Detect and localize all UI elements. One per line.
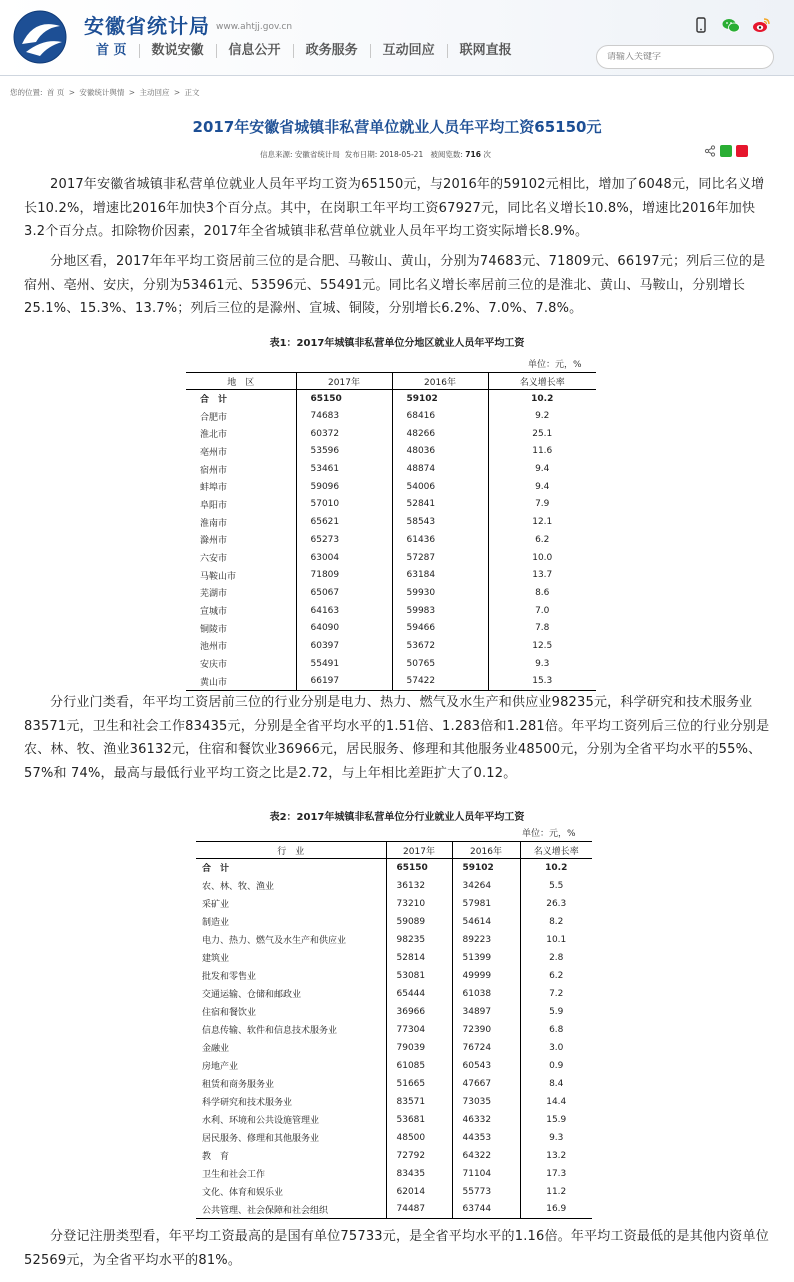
growth-rate: 10.1 <box>520 931 592 949</box>
value-2017: 63004 <box>296 549 392 567</box>
row-label: 铜陵市 <box>200 624 228 635</box>
value-2016: 49999 <box>452 967 520 985</box>
growth-rate: 8.2 <box>520 913 592 931</box>
value-2017: 53461 <box>296 460 392 478</box>
col-header-growth: 名义增长率 <box>520 842 592 859</box>
value-2017: 79039 <box>386 1039 452 1057</box>
value-2016: 68416 <box>392 407 488 425</box>
value-2017: 64163 <box>296 602 392 620</box>
meta-date-label: 发布日期: <box>344 150 378 159</box>
value-2016: 34897 <box>452 1003 520 1021</box>
value-2017: 53681 <box>386 1111 452 1129</box>
share-weibo-icon[interactable] <box>736 145 748 157</box>
value-2016: 44353 <box>452 1129 520 1147</box>
row-label: 宿州市 <box>200 465 228 476</box>
value-2016: 46332 <box>452 1111 520 1129</box>
table-row <box>186 531 596 549</box>
meta-views-label: 被阅览数: <box>430 150 463 159</box>
value-2016: 60543 <box>452 1057 520 1075</box>
nav-data-anhui[interactable]: 数说安徽 <box>139 44 216 58</box>
meta-source-label: 信息来源: <box>260 150 293 159</box>
share-wechat-icon[interactable] <box>720 145 732 157</box>
value-2017: 55491 <box>296 655 392 673</box>
growth-rate: 7.2 <box>520 985 592 1003</box>
value-2017: 65444 <box>386 985 452 1003</box>
site-header <box>0 0 794 76</box>
value-2017: 59096 <box>296 478 392 496</box>
row-label: 房地产业 <box>202 1062 239 1072</box>
row-label: 农、林、牧、渔业 <box>202 882 275 892</box>
value-2017: 59089 <box>386 913 452 931</box>
row-label: 合 计 <box>200 395 228 406</box>
growth-rate: 7.0 <box>488 602 596 620</box>
share-bar <box>704 145 748 157</box>
table-row <box>196 1003 592 1021</box>
col-header-2017: 2017年 <box>386 842 452 859</box>
row-label: 信息传输、软件和信息技术服务业 <box>202 1026 338 1036</box>
row-label: 淮北市 <box>200 430 228 441</box>
growth-rate: 9.2 <box>488 407 596 425</box>
table-row <box>186 619 596 637</box>
value-2016: 63184 <box>392 566 488 584</box>
row-label: 科学研究和技术服务业 <box>202 1098 293 1108</box>
row-label: 批发和零售业 <box>202 972 257 982</box>
value-2016: 76724 <box>452 1039 520 1057</box>
value-2017: 60372 <box>296 425 392 443</box>
table-row <box>186 443 596 461</box>
growth-rate: 6.2 <box>488 531 596 549</box>
growth-rate: 8.4 <box>520 1075 592 1093</box>
row-label: 马鞍山市 <box>200 571 237 582</box>
row-label: 安庆市 <box>200 660 228 671</box>
meta-date: 2018-05-21 <box>379 150 424 159</box>
value-2017: 36966 <box>386 1003 452 1021</box>
row-label: 合肥市 <box>200 412 228 423</box>
breadcrumb-current: 正文 <box>184 88 200 97</box>
value-2017: 74487 <box>386 1201 452 1219</box>
value-2016: 52841 <box>392 496 488 514</box>
row-label: 宣城市 <box>200 607 228 618</box>
row-label: 住宿和餐饮业 <box>202 1008 257 1018</box>
growth-rate: 11.2 <box>520 1183 592 1201</box>
value-2016: 54006 <box>392 478 488 496</box>
growth-rate: 14.4 <box>520 1093 592 1111</box>
table-row <box>186 655 596 673</box>
table-row <box>196 1075 592 1093</box>
value-2016: 58543 <box>392 513 488 531</box>
value-2017: 73210 <box>386 895 452 913</box>
growth-rate: 15.9 <box>520 1111 592 1129</box>
value-2017: 65150 <box>386 859 452 877</box>
header-icons <box>692 16 770 34</box>
table-row <box>196 1201 592 1219</box>
value-2017: 65067 <box>296 584 392 602</box>
value-2016: 48874 <box>392 460 488 478</box>
article-paragraph-4: 分登记注册类型看，年平均工资最高的是国有单位75733元，是全省平均水平的1.16倍。年平均工资最低的是其他内资单位52569元，为全省平均水平的81%。 <box>24 1229 769 1268</box>
row-label: 滁州市 <box>200 536 228 547</box>
table-row <box>186 566 596 584</box>
table-row <box>186 513 596 531</box>
col-header-2017: 2017年 <box>296 373 392 390</box>
share-icon[interactable] <box>704 145 716 157</box>
value-2017: 48500 <box>386 1129 452 1147</box>
value-2016: 63744 <box>452 1201 520 1219</box>
growth-rate: 16.9 <box>520 1201 592 1219</box>
main-nav <box>84 44 524 58</box>
growth-rate: 9.3 <box>488 655 596 673</box>
table2-unit: 单位：元，% <box>522 829 576 839</box>
value-2016: 59102 <box>452 859 520 877</box>
nav-info-public[interactable]: 信息公开 <box>216 44 293 58</box>
table-row <box>186 478 596 496</box>
growth-rate: 12.5 <box>488 637 596 655</box>
row-label: 阜阳市 <box>200 500 228 511</box>
nav-online-report[interactable]: 联网直报 <box>447 44 524 58</box>
table-row <box>196 1129 592 1147</box>
article-paragraph-2: 分地区看，2017年年平均工资居前三位的是合肥、马鞍山、黄山，分别为74683元、71809元、66197元；列后三位的是宿州、亳州、安庆，分别为53461元、53596元、55491元。同比名义增长率居前三位的是淮北、黄山、马鞍山，分别增长25.1%、15.3%、13.7%；列后三位的是滁州、宣城、铜陵，分别增长6.2%、7.0%、7.8%。 <box>24 254 766 316</box>
value-2017: 62014 <box>386 1183 452 1201</box>
value-2016: 59466 <box>392 619 488 637</box>
row-label: 水利、环境和公共设施管理业 <box>202 1116 320 1126</box>
row-label: 居民服务、修理和其他服务业 <box>202 1134 320 1144</box>
value-2016: 59930 <box>392 584 488 602</box>
value-2017: 98235 <box>386 931 452 949</box>
mobile-icon[interactable] <box>692 16 710 34</box>
row-label: 芜湖市 <box>200 589 228 600</box>
breadcrumb-label: 您的位置: <box>10 88 43 97</box>
site-name[interactable]: 安徽省统计局 <box>84 14 210 38</box>
table-row <box>186 602 596 620</box>
row-label: 电力、热力、燃气及水生产和供应业 <box>202 936 347 946</box>
value-2016: 59983 <box>392 602 488 620</box>
value-2017: 83435 <box>386 1165 452 1183</box>
row-label: 建筑业 <box>202 954 230 964</box>
growth-rate: 13.2 <box>520 1147 592 1165</box>
meta-views: 716 <box>465 150 481 159</box>
breadcrumb-home[interactable]: 首 页 <box>46 88 65 97</box>
table1-caption: 表1：2017年城镇非私营单位分地区就业人员年平均工资 <box>269 338 525 349</box>
value-2017: 52814 <box>386 949 452 967</box>
row-label: 池州市 <box>200 642 228 653</box>
value-2016: 47667 <box>452 1075 520 1093</box>
row-label: 制造业 <box>202 918 230 928</box>
article-paragraph-1: 2017年安徽省城镇非私营单位就业人员年平均工资为65150元，与2016年的59102元相比，增加了6048元，同比名义增长10.2%，增速比2016年加快3个百分点。其中，在岗职工年平均工资67927元，同比名义增长10.8%，增速比2016年加快3.2个百分点。扣除物价因素，2017年全省城镇非私营单位就业人员年平均工资实际增长8.9%。 <box>24 177 765 239</box>
value-2017: 65621 <box>296 513 392 531</box>
value-2017: 57010 <box>296 496 392 514</box>
table-row <box>186 549 596 567</box>
growth-rate: 26.3 <box>520 895 592 913</box>
value-2017: 74683 <box>296 407 392 425</box>
col-header-2016: 2016年 <box>452 842 520 859</box>
value-2017: 61085 <box>386 1057 452 1075</box>
table-row <box>196 1111 592 1129</box>
table1-unit: 单位：元，% <box>528 360 582 370</box>
region-wage-table <box>186 372 596 691</box>
growth-rate: 10.2 <box>520 859 592 877</box>
growth-rate: 0.9 <box>520 1057 592 1075</box>
row-label: 黄山市 <box>186 673 296 691</box>
table-row <box>196 1057 592 1075</box>
value-2016: 50765 <box>392 655 488 673</box>
nav-home[interactable]: 首 页 <box>96 43 127 58</box>
row-label: 教 育 <box>202 1152 230 1162</box>
growth-rate: 13.7 <box>488 566 596 584</box>
growth-rate: 9.4 <box>488 478 596 496</box>
table-row <box>186 460 596 478</box>
breadcrumb-sep: > <box>128 88 136 97</box>
table-row <box>196 895 592 913</box>
article-paragraph-3: 分行业门类看，年平均工资居前三位的行业分别是电力、热力、燃气及水生产和供应业98235元，科学研究和技术服务业83571元，卫生和社会工作83435元，分别是全省平均水平的1.51倍、1.283倍和1.281倍。年平均工资列后三位的行业分别是农、林、牧、渔业36132元，住宿和餐饮业36966元，居民服务、修理和其他服务业48500元，分别为全省平均水平的55%、57%和 74%，最高与最低行业平均工资之比是2.72，与上年相比差距扩大了0.12。 <box>24 695 770 781</box>
table-row <box>196 1165 592 1183</box>
value-2016: 34264 <box>452 877 520 895</box>
value-2017: 53596 <box>296 443 392 461</box>
table-row <box>196 1147 592 1165</box>
table-row <box>196 859 592 877</box>
table-row <box>186 496 596 514</box>
breadcrumb-sep: > <box>173 88 181 97</box>
row-label: 六安市 <box>200 554 228 565</box>
row-label: 交通运输、仓储和邮政业 <box>202 990 302 1000</box>
row-label: 采矿业 <box>202 900 230 910</box>
value-2016: 89223 <box>452 931 520 949</box>
growth-rate: 10.2 <box>488 390 596 408</box>
value-2016: 64322 <box>452 1147 520 1165</box>
article-meta <box>260 149 491 160</box>
value-2017: 64090 <box>296 619 392 637</box>
growth-rate: 9.4 <box>488 460 596 478</box>
table-row <box>196 877 592 895</box>
value-2017: 66197 <box>296 673 392 691</box>
table-row <box>196 1021 592 1039</box>
wechat-icon[interactable] <box>722 16 740 34</box>
article-title: 2017年安徽省城镇非私营单位就业人员年平均工资65150元 <box>192 118 602 136</box>
value-2017: 65150 <box>296 390 392 408</box>
row-label: 蚌埠市 <box>200 483 228 494</box>
table-row <box>186 390 596 408</box>
growth-rate: 12.1 <box>488 513 596 531</box>
value-2016: 51399 <box>452 949 520 967</box>
col-header-region: 地 区 <box>186 373 296 390</box>
value-2016: 72390 <box>452 1021 520 1039</box>
value-2016: 59102 <box>392 390 488 408</box>
value-2016: 53672 <box>392 637 488 655</box>
value-2016: 57422 <box>392 673 488 691</box>
row-label: 卫生和社会工作 <box>202 1170 266 1180</box>
table-row <box>196 949 592 967</box>
row-label: 淮南市 <box>200 518 228 529</box>
value-2016: 55773 <box>452 1183 520 1201</box>
table-row <box>196 913 592 931</box>
meta-source: 安徽省统计局 <box>294 150 340 159</box>
row-label: 亳州市 <box>200 447 228 458</box>
table-row <box>196 931 592 949</box>
nav-gov-services[interactable]: 政务服务 <box>293 44 370 58</box>
table-row <box>196 985 592 1003</box>
growth-rate: 10.0 <box>488 549 596 567</box>
table-row <box>186 584 596 602</box>
value-2017: 72792 <box>386 1147 452 1165</box>
value-2017: 65273 <box>296 531 392 549</box>
growth-rate: 17.3 <box>520 1165 592 1183</box>
value-2017: 53081 <box>386 967 452 985</box>
growth-rate: 11.6 <box>488 443 596 461</box>
value-2016: 73035 <box>452 1093 520 1111</box>
row-label: 租赁和商务服务业 <box>202 1080 275 1090</box>
col-header-2016: 2016年 <box>392 373 488 390</box>
growth-rate: 2.8 <box>520 949 592 967</box>
table-row <box>196 1039 592 1057</box>
growth-rate: 7.9 <box>488 496 596 514</box>
table-row <box>186 637 596 655</box>
value-2017: 71809 <box>296 566 392 584</box>
row-label: 合 计 <box>202 864 230 875</box>
value-2016: 48266 <box>392 425 488 443</box>
value-2017: 77304 <box>386 1021 452 1039</box>
growth-rate: 5.5 <box>520 877 592 895</box>
growth-rate: 9.3 <box>520 1129 592 1147</box>
value-2016: 57287 <box>392 549 488 567</box>
search-box <box>596 45 774 69</box>
growth-rate: 3.0 <box>520 1039 592 1057</box>
value-2016: 57981 <box>452 895 520 913</box>
col-header-growth: 名义增长率 <box>488 373 596 390</box>
weibo-icon[interactable] <box>752 16 770 34</box>
value-2016: 54614 <box>452 913 520 931</box>
site-url: www.ahtjj.gov.cn <box>216 22 293 32</box>
value-2017: 83571 <box>386 1093 452 1111</box>
site-logo-icon[interactable] <box>10 8 72 66</box>
growth-rate: 5.9 <box>520 1003 592 1021</box>
row-label: 公共管理、社会保障和社会组织 <box>196 1201 386 1219</box>
table-row <box>186 407 596 425</box>
table-row <box>186 425 596 443</box>
value-2016: 48036 <box>392 443 488 461</box>
growth-rate: 6.2 <box>520 967 592 985</box>
table-row <box>196 1183 592 1201</box>
value-2017: 60397 <box>296 637 392 655</box>
table-row <box>196 967 592 985</box>
growth-rate: 25.1 <box>488 425 596 443</box>
nav-interaction[interactable]: 互动回应 <box>370 44 447 58</box>
value-2016: 71104 <box>452 1165 520 1183</box>
growth-rate: 6.8 <box>520 1021 592 1039</box>
breadcrumb-response[interactable]: 主动回应 <box>139 88 170 97</box>
value-2017: 51665 <box>386 1075 452 1093</box>
search-input[interactable] <box>607 52 757 62</box>
value-2016: 61436 <box>392 531 488 549</box>
meta-views-unit: 次 <box>483 150 491 159</box>
breadcrumb <box>10 87 202 98</box>
industry-wage-table <box>196 841 592 1219</box>
growth-rate: 7.8 <box>488 619 596 637</box>
value-2017: 36132 <box>386 877 452 895</box>
table-row <box>196 1093 592 1111</box>
row-label: 文化、体育和娱乐业 <box>202 1188 284 1198</box>
breadcrumb-sep: > <box>68 88 75 97</box>
table-row <box>186 673 596 691</box>
growth-rate: 15.3 <box>488 673 596 691</box>
row-label: 金融业 <box>202 1044 230 1054</box>
breadcrumb-opinion[interactable]: 安徽统计舆情 <box>79 88 125 97</box>
value-2016: 61038 <box>452 985 520 1003</box>
col-header-industry: 行 业 <box>196 842 386 859</box>
growth-rate: 8.6 <box>488 584 596 602</box>
table2-caption: 表2：2017年城镇非私营单位分行业就业人员年平均工资 <box>269 812 525 823</box>
